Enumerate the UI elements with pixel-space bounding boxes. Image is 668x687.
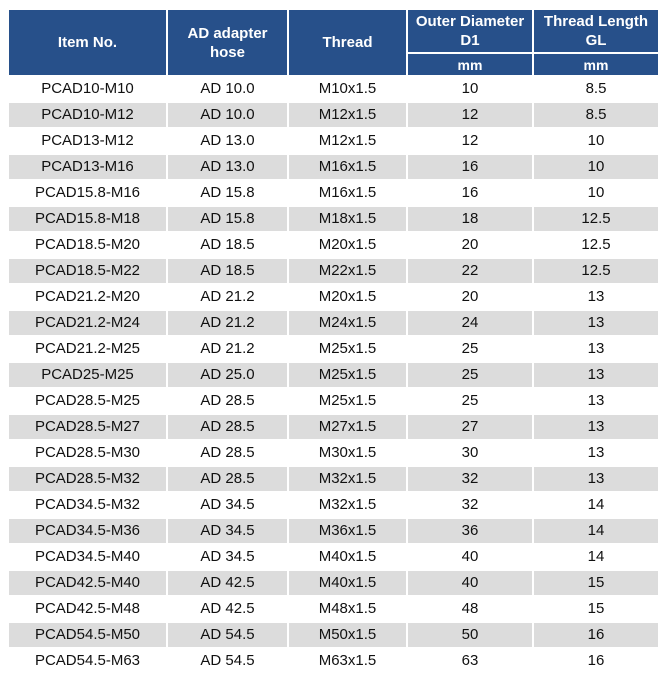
cell-adapter: AD 15.8 — [168, 181, 287, 205]
spec-table — [7, 8, 660, 675]
cell-gl: 13 — [534, 415, 658, 439]
cell-d1: 16 — [408, 155, 532, 179]
cell-thread: M12x1.5 — [289, 129, 406, 153]
cell-thread: M36x1.5 — [289, 519, 406, 543]
cell-thread: M20x1.5 — [289, 233, 406, 257]
cell-thread: M25x1.5 — [289, 337, 406, 361]
cell-item: PCAD10-M10 — [9, 77, 166, 101]
cell-thread: M18x1.5 — [289, 207, 406, 231]
cell-thread: M22x1.5 — [289, 259, 406, 283]
cell-gl: 12.5 — [534, 259, 658, 283]
cell-gl: 13 — [534, 337, 658, 361]
cell-d1: 18 — [408, 207, 532, 231]
cell-gl: 13 — [534, 441, 658, 465]
cell-d1: 27 — [408, 415, 532, 439]
header-item-no — [9, 10, 166, 75]
cell-item: PCAD42.5-M40 — [9, 571, 166, 595]
header-thread — [289, 10, 406, 75]
cell-thread: M32x1.5 — [289, 467, 406, 491]
header-row-main — [9, 10, 658, 52]
cell-item: PCAD15.8-M16 — [9, 181, 166, 205]
cell-item: PCAD21.2-M20 — [9, 285, 166, 309]
cell-gl: 13 — [534, 389, 658, 413]
cell-adapter: AD 25.0 — [168, 363, 287, 387]
cell-adapter: AD 10.0 — [168, 77, 287, 101]
cell-item: PCAD34.5-M40 — [9, 545, 166, 569]
header-thread-length-label-line1: Thread Length — [543, 13, 649, 30]
table-row — [9, 571, 658, 595]
cell-thread: M30x1.5 — [289, 441, 406, 465]
table-row — [9, 649, 658, 673]
cell-gl: 10 — [534, 181, 658, 205]
cell-item: PCAD15.8-M18 — [9, 207, 166, 231]
cell-item: PCAD28.5-M25 — [9, 389, 166, 413]
cell-gl: 10 — [534, 129, 658, 153]
table-row — [9, 181, 658, 205]
cell-thread: M10x1.5 — [289, 77, 406, 101]
cell-adapter: AD 18.5 — [168, 259, 287, 283]
cell-d1: 30 — [408, 441, 532, 465]
cell-gl: 10 — [534, 155, 658, 179]
table-row — [9, 519, 658, 543]
cell-adapter: AD 28.5 — [168, 441, 287, 465]
cell-adapter: AD 21.2 — [168, 337, 287, 361]
table-row — [9, 285, 658, 309]
cell-gl: 14 — [534, 545, 658, 569]
table-row — [9, 207, 658, 231]
header-outer-diameter — [408, 10, 532, 52]
cell-thread: M25x1.5 — [289, 389, 406, 413]
cell-item: PCAD10-M12 — [9, 103, 166, 127]
cell-gl: 12.5 — [534, 207, 658, 231]
header-outer-diameter-label-line1: Outer Diameter — [415, 13, 525, 30]
cell-adapter: AD 13.0 — [168, 155, 287, 179]
table-row — [9, 337, 658, 361]
cell-d1: 40 — [408, 571, 532, 595]
cell-adapter: AD 34.5 — [168, 493, 287, 517]
cell-gl: 13 — [534, 311, 658, 335]
cell-item: PCAD21.2-M25 — [9, 337, 166, 361]
cell-item: PCAD34.5-M32 — [9, 493, 166, 517]
cell-d1: 20 — [408, 285, 532, 309]
cell-adapter: AD 28.5 — [168, 415, 287, 439]
cell-gl: 14 — [534, 519, 658, 543]
cell-gl: 15 — [534, 597, 658, 621]
table-row — [9, 597, 658, 621]
header-item-no-label: Item No. — [57, 34, 118, 51]
table-row — [9, 623, 658, 647]
table-row — [9, 129, 658, 153]
table-row — [9, 415, 658, 439]
cell-d1: 25 — [408, 337, 532, 361]
cell-adapter: AD 10.0 — [168, 103, 287, 127]
cell-thread: M16x1.5 — [289, 155, 406, 179]
cell-gl: 13 — [534, 467, 658, 491]
header-thread-length-label-line2: GL — [585, 32, 607, 49]
cell-d1: 20 — [408, 233, 532, 257]
cell-thread: M32x1.5 — [289, 493, 406, 517]
table-row — [9, 233, 658, 257]
cell-d1: 36 — [408, 519, 532, 543]
table-row — [9, 441, 658, 465]
cell-gl: 8.5 — [534, 103, 658, 127]
cell-adapter: AD 21.2 — [168, 311, 287, 335]
cell-item: PCAD54.5-M50 — [9, 623, 166, 647]
cell-adapter: AD 21.2 — [168, 285, 287, 309]
header-outer-diameter-label-line2: D1 — [460, 32, 480, 49]
table-row — [9, 493, 658, 517]
table-header — [9, 10, 658, 75]
cell-thread: M12x1.5 — [289, 103, 406, 127]
table-row — [9, 155, 658, 179]
header-gl-unit: mm — [534, 54, 658, 75]
cell-item: PCAD28.5-M32 — [9, 467, 166, 491]
cell-d1: 12 — [408, 103, 532, 127]
cell-item: PCAD28.5-M30 — [9, 441, 166, 465]
cell-thread: M16x1.5 — [289, 181, 406, 205]
cell-adapter: AD 34.5 — [168, 519, 287, 543]
cell-item: PCAD42.5-M48 — [9, 597, 166, 621]
cell-d1: 22 — [408, 259, 532, 283]
cell-thread: M40x1.5 — [289, 571, 406, 595]
cell-item: PCAD13-M12 — [9, 129, 166, 153]
header-ad-adapter-label-line1: AD adapter — [187, 24, 268, 42]
header-ad-adapter-label-line2: hose — [209, 43, 245, 61]
cell-d1: 48 — [408, 597, 532, 621]
cell-d1: 10 — [408, 77, 532, 101]
cell-thread: M24x1.5 — [289, 311, 406, 335]
cell-adapter: AD 15.8 — [168, 207, 287, 231]
cell-item: PCAD18.5-M20 — [9, 233, 166, 257]
cell-thread: M48x1.5 — [289, 597, 406, 621]
cell-gl: 12.5 — [534, 233, 658, 257]
header-thread-length — [534, 10, 658, 52]
cell-item: PCAD13-M16 — [9, 155, 166, 179]
table-row — [9, 259, 658, 283]
cell-item: PCAD25-M25 — [9, 363, 166, 387]
cell-thread: M25x1.5 — [289, 363, 406, 387]
cell-d1: 32 — [408, 493, 532, 517]
cell-adapter: AD 54.5 — [168, 623, 287, 647]
cell-thread: M50x1.5 — [289, 623, 406, 647]
header-thread-label: Thread — [322, 34, 373, 51]
cell-thread: M40x1.5 — [289, 545, 406, 569]
cell-thread: M27x1.5 — [289, 415, 406, 439]
cell-d1: 12 — [408, 129, 532, 153]
cell-adapter: AD 34.5 — [168, 545, 287, 569]
header-ad-adapter-hose — [168, 10, 287, 75]
table-row — [9, 103, 658, 127]
cell-adapter: AD 13.0 — [168, 129, 287, 153]
cell-thread: M20x1.5 — [289, 285, 406, 309]
cell-item: PCAD28.5-M27 — [9, 415, 166, 439]
cell-item: PCAD18.5-M22 — [9, 259, 166, 283]
table-row — [9, 467, 658, 491]
header-d1-unit: mm — [408, 54, 532, 75]
spec-table-wrapper — [7, 8, 660, 675]
cell-d1: 50 — [408, 623, 532, 647]
cell-item: PCAD34.5-M36 — [9, 519, 166, 543]
table-row — [9, 545, 658, 569]
cell-gl: 13 — [534, 285, 658, 309]
cell-gl: 8.5 — [534, 77, 658, 101]
cell-adapter: AD 28.5 — [168, 389, 287, 413]
cell-d1: 25 — [408, 389, 532, 413]
table-row — [9, 363, 658, 387]
cell-adapter: AD 54.5 — [168, 649, 287, 673]
cell-thread: M63x1.5 — [289, 649, 406, 673]
cell-adapter: AD 28.5 — [168, 467, 287, 491]
cell-gl: 16 — [534, 623, 658, 647]
cell-adapter: AD 42.5 — [168, 597, 287, 621]
table-body — [9, 77, 658, 673]
cell-adapter: AD 18.5 — [168, 233, 287, 257]
cell-d1: 40 — [408, 545, 532, 569]
cell-d1: 25 — [408, 363, 532, 387]
cell-gl: 15 — [534, 571, 658, 595]
table-row — [9, 389, 658, 413]
cell-d1: 24 — [408, 311, 532, 335]
table-row — [9, 77, 658, 101]
cell-adapter: AD 42.5 — [168, 571, 287, 595]
cell-item: PCAD54.5-M63 — [9, 649, 166, 673]
cell-item: PCAD21.2-M24 — [9, 311, 166, 335]
cell-gl: 14 — [534, 493, 658, 517]
table-row — [9, 311, 658, 335]
cell-d1: 32 — [408, 467, 532, 491]
cell-gl: 13 — [534, 363, 658, 387]
cell-d1: 63 — [408, 649, 532, 673]
cell-d1: 16 — [408, 181, 532, 205]
cell-gl: 16 — [534, 649, 658, 673]
